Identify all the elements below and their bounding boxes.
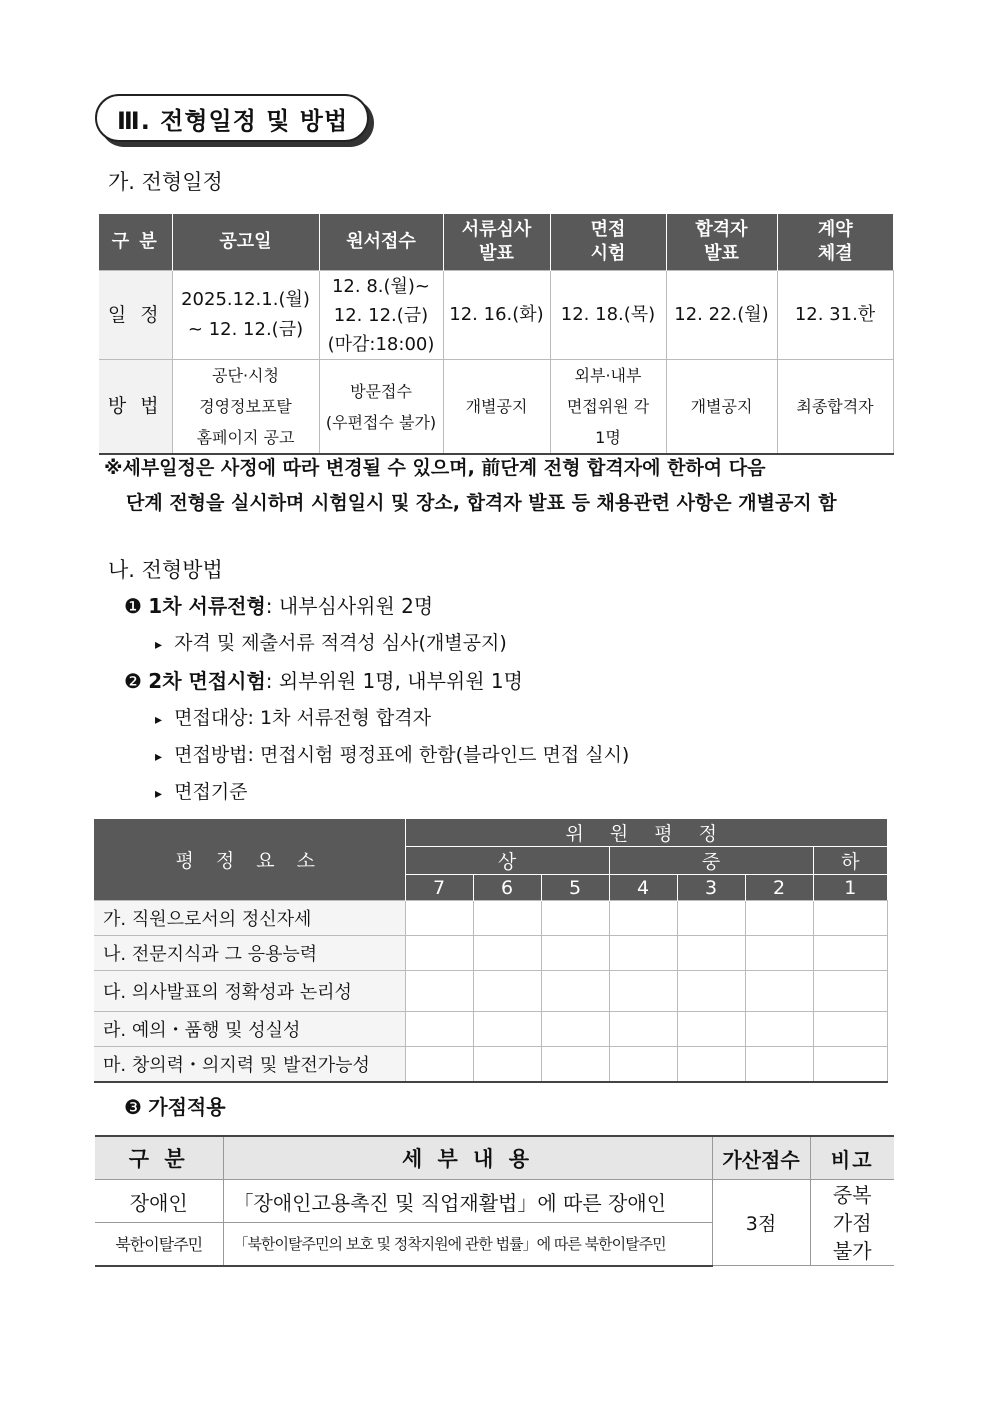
bonus-type-2: 북한이탈주민 xyxy=(95,1223,223,1266)
header-announcement: 공고일 xyxy=(172,214,319,271)
criteria-label-5: 마. 창의력・의지력 및 발전가능성 xyxy=(94,1047,405,1083)
step3-number-icon: ❸ xyxy=(124,1095,142,1119)
bonus-row-disabled xyxy=(95,1180,894,1223)
header-contract: 계약 체결 xyxy=(777,214,893,271)
subsection-method-heading: 나. 전형방법 xyxy=(108,558,223,582)
criteria-row-3 xyxy=(94,971,887,1012)
step2-title: 2차 면접시험 xyxy=(148,669,266,693)
method-announcement: 공단·시청 경영정보포탈 홈페이지 공고 xyxy=(172,360,319,455)
rating-cell xyxy=(813,971,887,1012)
subsection-schedule-heading: 가. 전형일정 xyxy=(108,170,223,194)
header-category: 구 분 xyxy=(99,214,172,271)
step1-title: 1차 서류전형 xyxy=(148,594,266,618)
rating-cell xyxy=(473,901,541,936)
step3-title: 가점적용 xyxy=(148,1095,226,1119)
rating-cell xyxy=(541,936,609,971)
rating-cell xyxy=(813,901,887,936)
criteria-label-3: 다. 의사발표의 정확성과 논리성 xyxy=(94,971,405,1012)
step1-bullet-text: 자격 및 제출서류 적격성 심사(개별공지) xyxy=(174,632,507,654)
step1 xyxy=(124,590,433,619)
triangle-bullet-icon: ▸ xyxy=(155,712,163,728)
bonus-score: 3점 xyxy=(712,1180,810,1266)
step1-number-icon: ❶ xyxy=(124,594,142,618)
rating-cell xyxy=(609,901,677,936)
triangle-bullet-icon: ▸ xyxy=(155,786,163,802)
rating-cell xyxy=(405,1012,473,1047)
rating-cell xyxy=(745,936,813,971)
score-6: 6 xyxy=(473,875,541,901)
date-interview: 12. 18.(목) xyxy=(550,271,666,360)
rating-cell xyxy=(405,971,473,1012)
method-interview: 외부·내부 면접위원 각 1명 xyxy=(550,360,666,455)
bonus-detail-1: 「장애인고용촉진 및 직업재활법」에 따른 장애인 xyxy=(223,1180,712,1223)
rating-cell xyxy=(677,901,745,936)
score-7: 7 xyxy=(405,875,473,901)
rating-cell xyxy=(745,1047,813,1083)
step1-bullet xyxy=(155,628,507,655)
step3 xyxy=(124,1091,226,1120)
step1-desc: : 내부심사위원 2명 xyxy=(265,594,434,618)
date-final-result: 12. 22.(월) xyxy=(666,271,777,360)
schedule-note-line2: 단계 전형을 실시하며 시험일시 및 장소, 합격자 발표 등 채용관련 사항은 개별공지 함 xyxy=(126,492,837,514)
step2-desc: : 외부위원 1명, 내부위원 1명 xyxy=(265,669,523,693)
bonus-header-row xyxy=(95,1136,894,1180)
criteria-header-row-1 xyxy=(94,819,887,847)
schedule-table xyxy=(99,214,894,455)
interview-criteria-table xyxy=(94,818,888,1083)
criteria-factor-header: 평 정 요 소 xyxy=(94,819,405,901)
step2-bullet-2 xyxy=(155,740,629,767)
group-high: 상 xyxy=(405,847,609,875)
criteria-label-1: 가. 직원으로서의 정신자세 xyxy=(94,901,405,936)
date-document-result: 12. 16.(화) xyxy=(443,271,550,360)
score-3: 3 xyxy=(677,875,745,901)
rating-cell xyxy=(745,901,813,936)
schedule-header-row xyxy=(99,214,893,271)
criteria-label-2: 나. 전문지식과 그 응용능력 xyxy=(94,936,405,971)
section-title-text: Ⅲ. 전형일정 및 방법 xyxy=(117,106,349,135)
schedule-method-row xyxy=(99,360,893,455)
header-application: 원서접수 xyxy=(319,214,443,271)
rating-cell xyxy=(609,936,677,971)
triangle-bullet-icon: ▸ xyxy=(155,749,163,765)
step2-bullet-1 xyxy=(155,703,431,730)
criteria-label-4: 라. 예의・품행 및 성실성 xyxy=(94,1012,405,1047)
schedule-date-row xyxy=(99,271,893,360)
triangle-bullet-icon: ▸ xyxy=(155,637,163,653)
method-final-result: 개별공지 xyxy=(666,360,777,455)
criteria-rating-header: 위 원 평 정 xyxy=(405,819,887,847)
row-label-date: 일 정 xyxy=(99,271,172,360)
group-low: 하 xyxy=(813,847,887,875)
rating-cell xyxy=(473,971,541,1012)
step2-bullet-text-2: 면접방법: 면접시험 평정표에 한함(블라인드 면접 실시) xyxy=(174,744,630,766)
header-document-result: 서류심사 발표 xyxy=(443,214,550,271)
step2 xyxy=(124,665,523,694)
rating-cell xyxy=(541,901,609,936)
score-1: 1 xyxy=(813,875,887,901)
rating-cell xyxy=(473,1012,541,1047)
rating-cell xyxy=(677,971,745,1012)
score-2: 2 xyxy=(745,875,813,901)
row-label-method: 방 법 xyxy=(99,360,172,455)
step2-number-icon: ❷ xyxy=(124,669,142,693)
rating-cell xyxy=(677,1012,745,1047)
bonus-type-1: 장애인 xyxy=(95,1180,223,1223)
rating-cell xyxy=(813,1047,887,1083)
criteria-row-5 xyxy=(94,1047,887,1083)
date-announcement: 2025.12.1.(월) ~ 12. 12.(금) xyxy=(172,271,319,360)
step2-bullet-3 xyxy=(155,777,248,804)
method-application: 방문접수 (우편접수 불가) xyxy=(319,360,443,455)
method-contract: 최종합격자 xyxy=(777,360,893,455)
bonus-detail-2: 「북한이탈주민의 보호 및 정착지원에 관한 법률」에 따른 북한이탈주민 xyxy=(223,1223,712,1266)
header-final-result: 합격자 발표 xyxy=(666,214,777,271)
bonus-remark: 중복 가점 불가 xyxy=(810,1180,894,1266)
bonus-header-detail: 세 부 내 용 xyxy=(223,1136,712,1180)
criteria-row-1 xyxy=(94,901,887,936)
bonus-header-score: 가산점수 xyxy=(712,1136,810,1180)
rating-cell xyxy=(745,1012,813,1047)
rating-cell xyxy=(677,936,745,971)
bonus-header-category: 구 분 xyxy=(95,1136,223,1180)
date-contract: 12. 31.한 xyxy=(777,271,893,360)
bonus-header-remark: 비고 xyxy=(810,1136,894,1180)
rating-cell xyxy=(609,1012,677,1047)
section-title xyxy=(95,94,369,142)
score-5: 5 xyxy=(541,875,609,901)
schedule-note-line1: ※세부일정은 사정에 따라 변경될 수 있으며, 前단계 전형 합격자에 한하여 다음 xyxy=(104,457,766,479)
date-application: 12. 8.(월)~ 12. 12.(금) (마감:18:00) xyxy=(319,271,443,360)
bonus-table xyxy=(95,1135,894,1267)
rating-cell xyxy=(813,1012,887,1047)
step2-bullet-text-1: 면접대상: 1차 서류전형 합격자 xyxy=(174,707,431,729)
criteria-row-2 xyxy=(94,936,887,971)
rating-cell xyxy=(609,971,677,1012)
rating-cell xyxy=(745,971,813,1012)
method-document-result: 개별공지 xyxy=(443,360,550,455)
rating-cell xyxy=(473,936,541,971)
rating-cell xyxy=(405,1047,473,1083)
step2-bullet-text-3: 면접기준 xyxy=(174,781,248,803)
score-4: 4 xyxy=(609,875,677,901)
rating-cell xyxy=(541,971,609,1012)
criteria-row-4 xyxy=(94,1012,887,1047)
group-mid: 중 xyxy=(609,847,813,875)
rating-cell xyxy=(541,1047,609,1083)
rating-cell xyxy=(609,1047,677,1083)
rating-cell xyxy=(405,901,473,936)
header-interview: 면접 시험 xyxy=(550,214,666,271)
rating-cell xyxy=(473,1047,541,1083)
rating-cell xyxy=(813,936,887,971)
rating-cell xyxy=(541,1012,609,1047)
rating-cell xyxy=(405,936,473,971)
rating-cell xyxy=(677,1047,745,1083)
